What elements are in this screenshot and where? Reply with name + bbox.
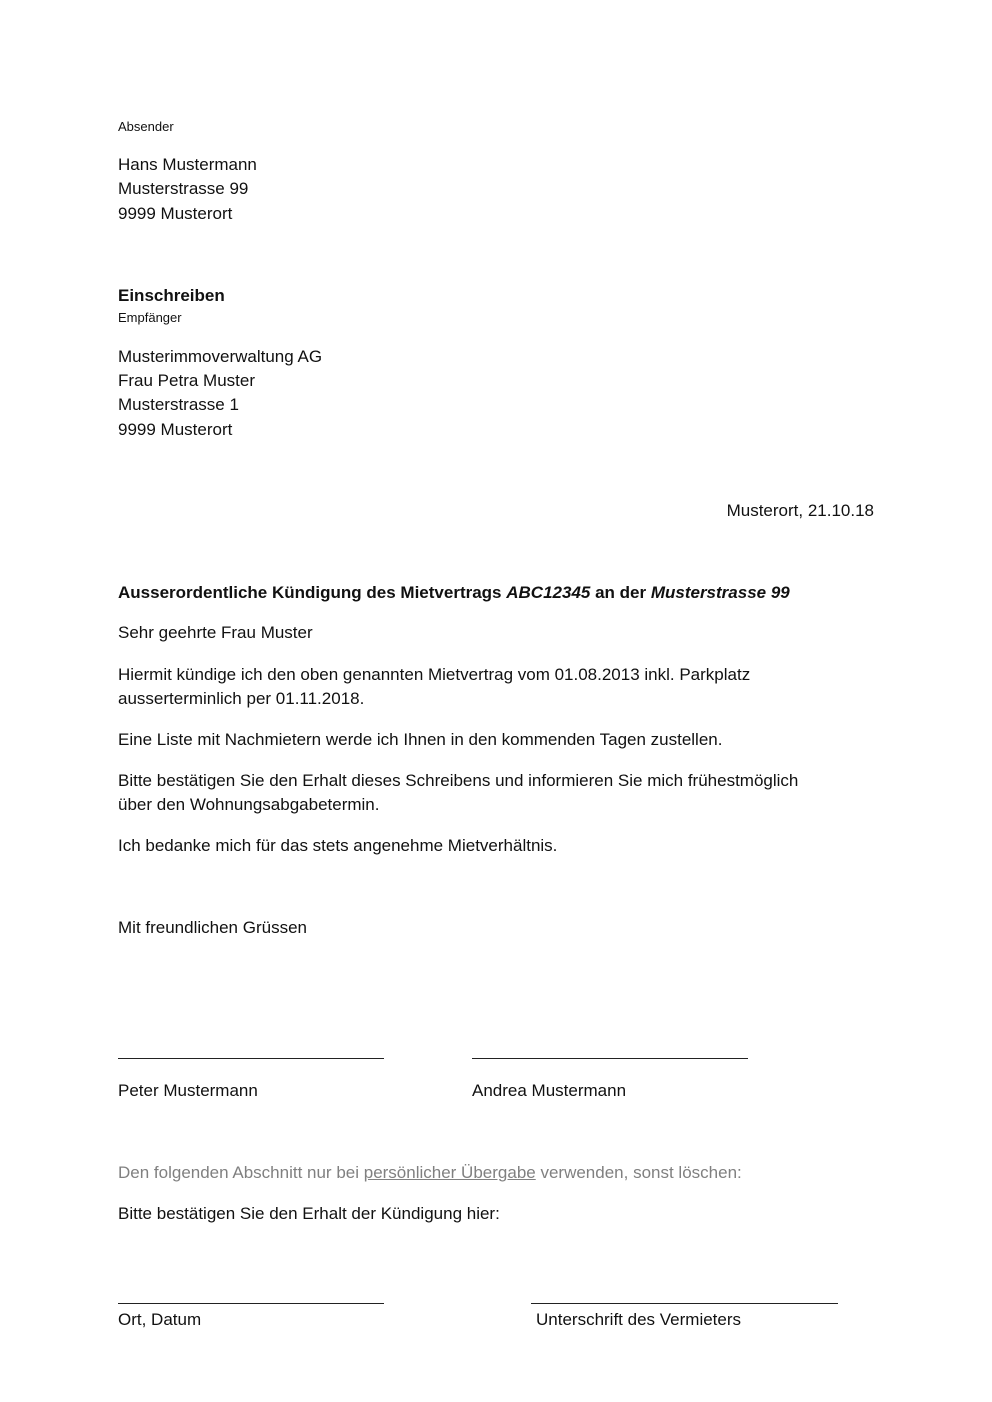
- handover-note: [118, 1161, 742, 1186]
- recipient-company: Musterimmoverwaltung AG: [118, 347, 323, 366]
- recipient-label: Empfänger: [118, 310, 182, 325]
- landlord-signature-line: [531, 1303, 838, 1304]
- subject-address: Musterstrasse 99: [650, 583, 790, 602]
- closing: Mit freundlichen Grüssen: [118, 918, 307, 937]
- sender-label: Absender: [118, 119, 174, 134]
- signatory-2: Andrea Mustermann: [472, 1081, 627, 1100]
- recipient-street: Musterstrasse 1: [118, 395, 239, 414]
- recipient-contact: Frau Petra Muster: [118, 371, 255, 390]
- paragraph-2: Eine Liste mit Nachmietern werde ich Ihnen in den kommenden Tagen zustellen.: [118, 730, 723, 749]
- paragraph-3-line-1: Bitte bestätigen Sie den Erhalt dieses Schreibens und informieren Sie mich frühestmöglich: [118, 771, 799, 790]
- place-date: Musterort, 21.10.18: [726, 501, 874, 520]
- subject-prefix: Ausserordentliche Kündigung des Mietvertrags: [118, 583, 507, 602]
- recipient-city: 9999 Musterort: [118, 420, 233, 439]
- contract-number: ABC12345: [506, 583, 591, 602]
- sender-street: Musterstrasse 99: [118, 179, 249, 198]
- landlord-signature-label: Unterschrift des Vermieters: [536, 1310, 742, 1329]
- place-date-label: Ort, Datum: [118, 1310, 202, 1329]
- note-before: Den folgenden Abschnitt nur bei: [118, 1163, 364, 1182]
- paragraph-1-line-1: Hiermit kündige ich den oben genannten Mietvertrag vom 01.08.2013 inkl. Parkplatz: [118, 665, 751, 684]
- signatory-1: Peter Mustermann: [118, 1081, 258, 1100]
- salutation: Sehr geehrte Frau Muster: [118, 623, 313, 642]
- signature-line-1: [118, 1058, 384, 1059]
- paragraph-3-line-2: über den Wohnungsabgabetermin.: [118, 795, 380, 814]
- note-underlined: persönlicher Übergabe: [363, 1163, 536, 1182]
- sender-name: Hans Mustermann: [118, 155, 257, 174]
- signature-line-2: [472, 1058, 748, 1059]
- subject-line: [118, 581, 790, 606]
- sender-city: 9999 Musterort: [118, 204, 233, 223]
- paragraph-4: Ich bedanke mich für das stets angenehme Mietverhältnis.: [118, 836, 558, 855]
- note-after: verwenden, sonst löschen:: [535, 1163, 742, 1182]
- confirm-request: Bitte bestätigen Sie den Erhalt der Kündigung hier:: [118, 1204, 500, 1223]
- subject-middle: an der: [590, 583, 651, 602]
- place-date-line: [118, 1303, 384, 1304]
- paragraph-1-line-2: ausserterminlich per 01.11.2018.: [118, 689, 365, 708]
- registered-mail: Einschreiben: [118, 286, 225, 305]
